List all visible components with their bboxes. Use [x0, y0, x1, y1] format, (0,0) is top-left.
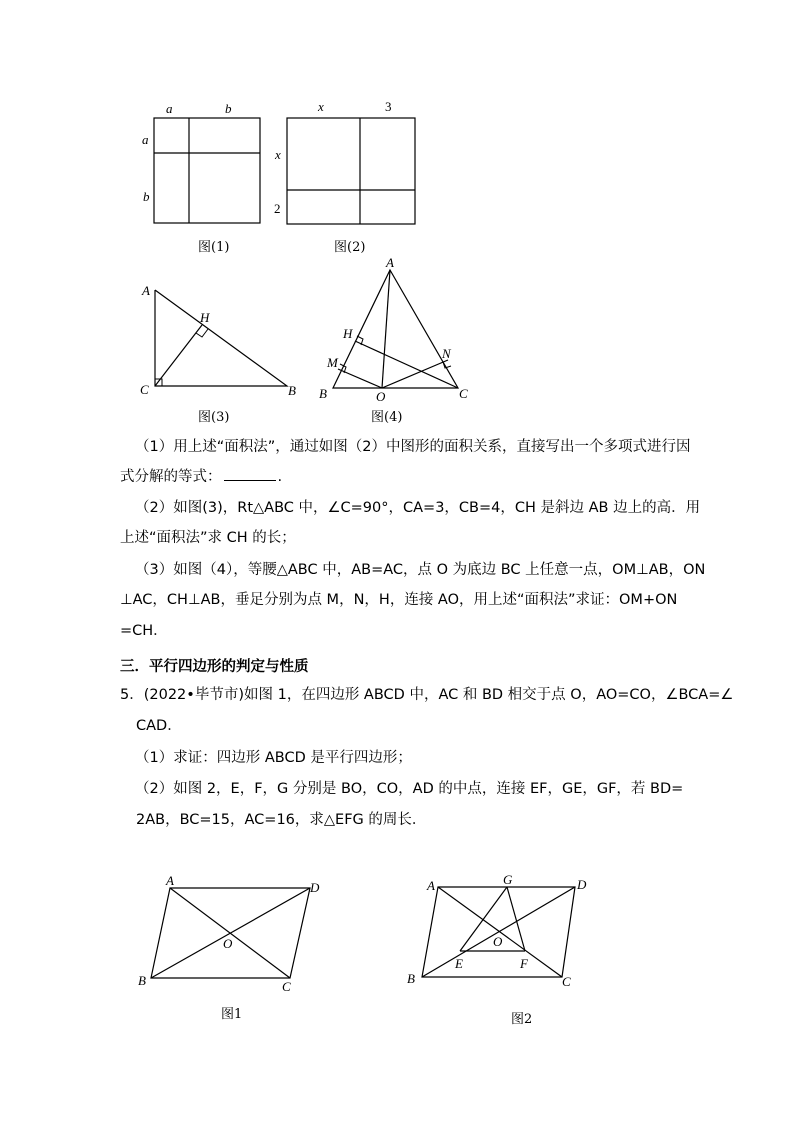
- fig6-point-B: B: [407, 971, 415, 986]
- fig1-top-label-a: a: [166, 101, 173, 116]
- fig4-point-C: C: [459, 386, 468, 401]
- figure-4: [315, 255, 480, 405]
- figure-1: [135, 98, 275, 233]
- fig3-point-B: B: [288, 383, 296, 398]
- fig4-point-B: B: [319, 386, 327, 401]
- fig6-point-F: F: [520, 956, 528, 971]
- problem4-q3-line2: ⊥AC，CH⊥AB，垂足分别为点 M，N，H，连接 AO，用上述“面积法”求证：OM+ON: [120, 592, 678, 608]
- problem4-q1-line1: （1）用上述“面积法”，通过如图（2）中图形的面积关系，直接写出一个多项式进行因: [135, 439, 691, 455]
- figure-5: [135, 870, 330, 1000]
- answer-blank[interactable]: [224, 466, 276, 481]
- fig4-point-A: A: [386, 255, 394, 270]
- problem5-line2: CAD．: [136, 718, 182, 734]
- fig4-point-O: O: [376, 389, 386, 404]
- fig3-caption: 图(3): [198, 410, 230, 425]
- fig5-point-D: D: [310, 880, 320, 895]
- fig6-point-O: O: [493, 934, 503, 949]
- fig4-point-H: H: [343, 326, 353, 341]
- fig5-point-A: A: [166, 873, 174, 888]
- fig3-point-C: C: [140, 382, 149, 397]
- fig6-point-A: A: [427, 878, 435, 893]
- problem4-q1-line2: 式分解的等式： .: [120, 466, 282, 487]
- fig6-caption: 图2: [511, 1012, 533, 1027]
- fig3-point-A: A: [142, 283, 150, 298]
- problem5-q1: （1）求证：四边形 ABCD 是平行四边形；: [135, 750, 412, 766]
- problem5-q2-line1: （2）如图 2，E，F，G 分别是 BO，CO，AD 的中点，连接 EF，GE，GF，若 BD=: [135, 781, 684, 797]
- fig5-point-B: B: [138, 973, 146, 988]
- fig2-top-label-3: 3: [385, 99, 392, 114]
- fig5-caption: 图1: [221, 1007, 243, 1022]
- figure-3: [135, 278, 305, 403]
- fig5-point-C: C: [282, 979, 291, 994]
- problem5-line1: 5．(2022•毕节市)如图 1，在四边形 ABCD 中，AC 和 BD 相交于点 O，AO=CO，∠BCA=∠: [120, 687, 734, 703]
- fig2-top-label-x: x: [318, 99, 324, 114]
- problem4-q3-line1: （3）如图（4），等腰△ABC 中，AB=AC，点 O 为底边 BC 上任意一点，OM⊥AB，ON: [135, 562, 706, 578]
- fig6-point-G: G: [503, 872, 513, 887]
- fig6-point-D: D: [577, 877, 587, 892]
- problem5-q2-line2: 2AB，BC=15，AC=16，求△EFG 的周长．: [136, 812, 427, 828]
- fig5-point-O: O: [223, 936, 233, 951]
- problem4-q2-line2: 上述“面积法”求 CH 的长；: [120, 530, 296, 546]
- fig2-side-label-x: x: [275, 147, 281, 162]
- figure-6: [400, 867, 600, 997]
- fig3-point-H: H: [200, 310, 210, 325]
- fig1-side-label-b: b: [143, 189, 150, 204]
- fig2-caption: 图(2): [334, 240, 366, 255]
- problem4-q3-line3: =CH．: [120, 623, 168, 639]
- fig2-side-label-2: 2: [274, 201, 281, 216]
- fig6-point-C: C: [562, 974, 571, 989]
- fig4-point-M: M: [327, 355, 338, 370]
- section-heading: 三．平行四边形的判定与性质: [120, 659, 309, 675]
- fig1-caption: 图(1): [198, 240, 230, 255]
- problem4-q2-line1: （2）如图(3)，Rt△ABC 中，∠C=90°，CA=3，CB=4，CH 是斜边 AB 边上的高．用: [135, 500, 701, 516]
- fig4-caption: 图(4): [371, 410, 403, 425]
- fig1-top-label-b: b: [225, 101, 232, 116]
- fig1-side-label-a: a: [142, 132, 149, 147]
- fig6-point-E: E: [455, 956, 463, 971]
- figure-2: [270, 98, 420, 233]
- fig4-point-N: N: [442, 346, 451, 361]
